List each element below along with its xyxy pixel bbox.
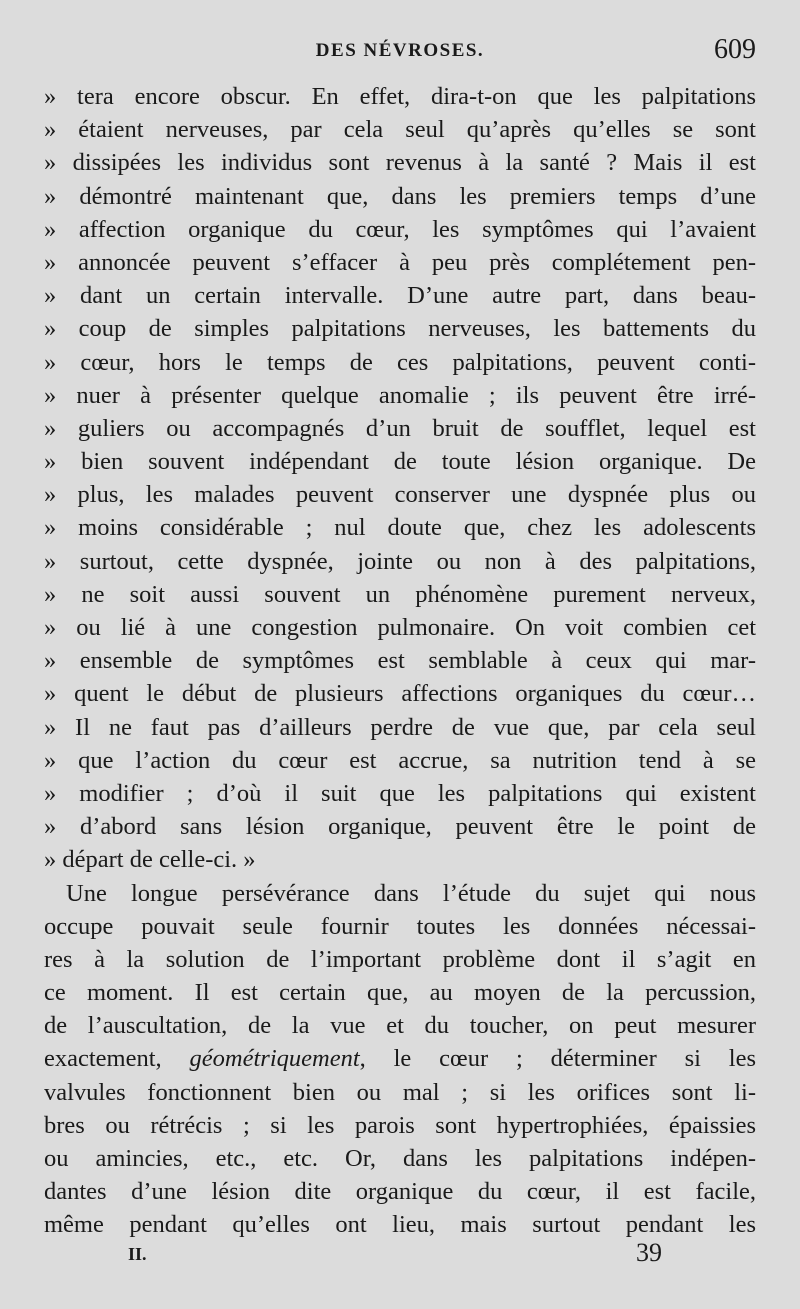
text-line: » guliers ou accompagnés d’un bruit de soufflet, lequel est: [44, 414, 756, 442]
signature-number: 39: [636, 1238, 662, 1267]
text-line: » bien souvent indépendant de toute lésion organique. De: [44, 448, 756, 476]
text-line: » surtout, cette dyspnée, jointe ou non à des palpitations,: [44, 547, 756, 575]
page-footer: [44, 1238, 756, 1278]
text-line: ce moment. Il est certain que, au moyen de la percussion,: [44, 979, 756, 1007]
text-line: de l’auscultation, de la vue et du toucher, on peut mesurer: [44, 1012, 756, 1040]
page-header: [44, 34, 756, 74]
text-line: » que l’action du cœur est accrue, sa nutrition tend à se: [44, 746, 756, 774]
text-line: » démontré maintenant que, dans les premiers temps d’une: [44, 182, 756, 210]
text-line: » tera encore obscur. En effet, dira-t-on que les palpitations: [44, 83, 756, 110]
page-number: 609: [714, 34, 756, 65]
text-line: valvules fonctionnent bien ou mal ; si les orifices sont li-: [44, 1078, 756, 1106]
text-line: bres ou rétrécis ; si les parois sont hypertrophiées, épaissies: [44, 1111, 756, 1139]
text-line: » nuer à présenter quelque anomalie ; ils peuvent être irré-: [44, 381, 756, 409]
text-line: » dant un certain intervalle. D’une autre part, dans beau-: [44, 282, 756, 310]
text-line: » quent le début de plusieurs affections organiques du cœur…: [44, 680, 756, 708]
text-segment: , le cœur ; déterminer si les: [359, 1045, 756, 1073]
text-line: [44, 1042, 756, 1075]
text-line: » ou lié à une congestion pulmonaire. On voit combien cet: [44, 614, 756, 641]
text-line: » cœur, hors le temps de ces palpitations, peuvent conti-: [44, 348, 756, 376]
text-line: » départ de celle-ci. »: [44, 846, 256, 874]
text-line: res à la solution de l’important problème dont il s’agit en: [44, 945, 756, 973]
text-line: » coup de simples palpitations nerveuses, les battements du: [44, 315, 756, 343]
text-line: » Il ne faut pas d’ailleurs perdre de vue que, par cela seul: [44, 713, 756, 741]
text-line: occupe pouvait seule fournir toutes les données nécessai-: [44, 912, 756, 940]
signature-mark: II.: [128, 1244, 147, 1264]
text-line: » dissipées les individus sont revenus à la santé ? Mais il est: [44, 149, 756, 177]
text-line: » étaient nerveuses, par cela seul qu’après qu’elles se sont: [44, 116, 756, 144]
text-line: » plus, les malades peuvent conserver une dyspnée plus ou: [44, 481, 756, 509]
running-title: DES NÉVROSES.: [315, 40, 485, 61]
text-line: » modifier ; d’où il suit que les palpitations qui existent: [44, 779, 756, 807]
text-line: dantes d’une lésion dite organique du cœur, il est facile,: [44, 1178, 756, 1206]
text-line: » d’abord sans lésion organique, peuvent être le point de: [44, 813, 756, 841]
text-line: » annoncée peuvent s’effacer à peu près complétement pen-: [44, 248, 756, 276]
text-segment: exactement,: [44, 1045, 190, 1073]
italic-term: géométriquement: [189, 1045, 360, 1073]
text-line: » moins considérable ; nul doute que, chez les adolescents: [44, 514, 756, 542]
text-line: Une longue persévérance dans l’étude du sujet qui nous: [66, 879, 756, 907]
text-line: ou amincies, etc., etc. Or, dans les palpitations indépen-: [44, 1145, 756, 1172]
text-line: » ne soit aussi souvent un phénomène purement nerveux,: [44, 580, 756, 608]
text-line: même pendant qu’elles ont lieu, mais surtout pendant les: [44, 1211, 756, 1239]
text-line: » affection organique du cœur, les symptômes qui l’avaient: [44, 215, 756, 243]
body-text: [44, 80, 756, 1242]
text-line: » ensemble de symptômes est semblable à ceux qui mar-: [44, 647, 756, 675]
